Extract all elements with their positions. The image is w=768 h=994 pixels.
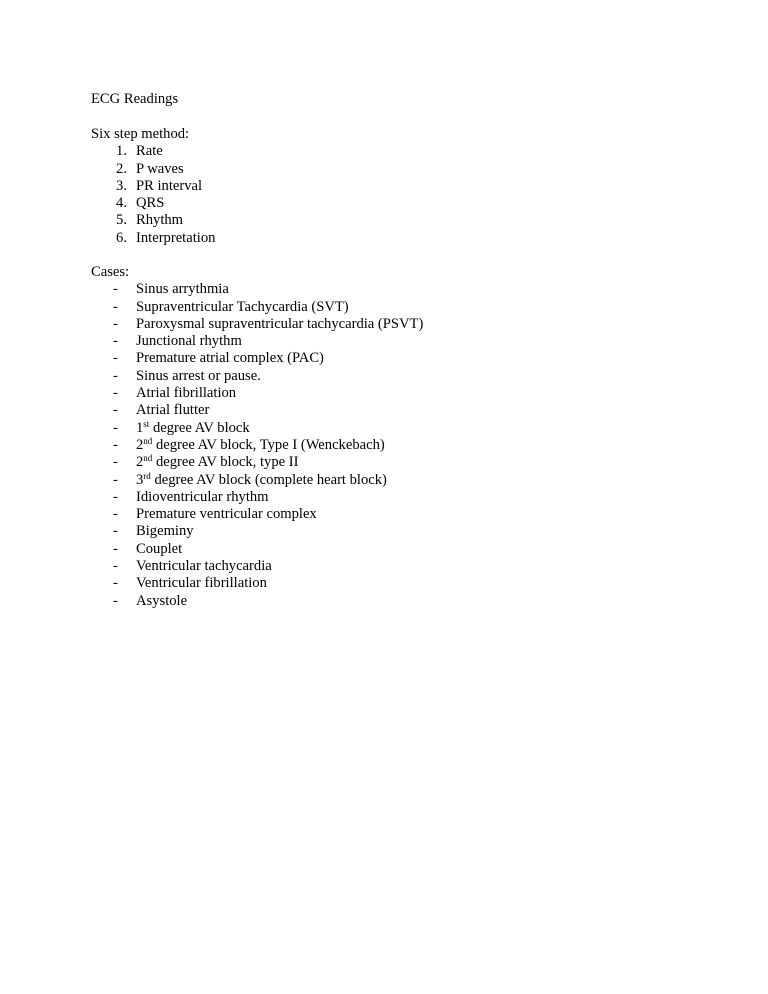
step-text: Rate [136, 143, 163, 160]
bullet-dash: - [113, 454, 118, 471]
step-number: 4. [116, 195, 127, 212]
ordinal-suffix: st [143, 418, 150, 429]
case-item [91, 281, 229, 298]
cases-heading: Cases: [91, 264, 130, 280]
case-text [136, 454, 298, 471]
bullet-dash: - [113, 506, 118, 523]
ordinal-suffix: rd [143, 470, 151, 481]
case-item [91, 540, 183, 558]
case-item [91, 298, 349, 316]
case-item [91, 470, 387, 489]
case-item [91, 418, 250, 437]
step-item [91, 212, 189, 229]
case-text-rest: degree AV block (complete heart block) [150, 471, 387, 488]
case-item [91, 488, 269, 506]
case-item [91, 367, 261, 385]
case-text: Ventricular tachycardia [136, 558, 272, 575]
bullet-dash: - [113, 281, 118, 298]
ordinal-number: 1 [136, 419, 144, 436]
case-text: Premature ventricular complex [136, 506, 317, 523]
six-step-section [91, 126, 216, 247]
bullet-dash: - [113, 575, 118, 592]
bullet-dash: - [113, 333, 118, 350]
step-item [91, 229, 216, 247]
case-item [91, 523, 194, 540]
case-text: Couplet [136, 540, 183, 557]
document-title: ECG Readings [91, 91, 179, 107]
step-text: PR interval [136, 177, 203, 194]
step-number: 3. [116, 177, 127, 194]
case-item [91, 558, 272, 575]
case-item [91, 350, 324, 367]
bullet-dash: - [113, 385, 118, 402]
case-item [91, 506, 317, 523]
case-text-rest: degree AV block [149, 419, 250, 436]
case-item [91, 402, 210, 419]
case-text: Junctional rhythm [136, 333, 242, 350]
case-text: Atrial flutter [136, 402, 210, 419]
ordinal-number: 2 [136, 454, 144, 471]
case-text [136, 472, 387, 489]
bullet-dash: - [113, 350, 118, 367]
step-item [91, 177, 203, 195]
bullet-dash: - [113, 315, 118, 332]
step-number: 5. [116, 212, 127, 229]
step-text: P waves [136, 160, 184, 177]
case-item [91, 592, 188, 610]
step-number: 1. [116, 143, 127, 160]
case-item [91, 575, 267, 592]
case-text: Sinus arrythmia [136, 281, 229, 298]
ordinal-number: 3 [136, 471, 144, 488]
steps-heading: Six step method: [91, 126, 190, 142]
case-text: Paroxysmal supraventricular tachycardia (PSVT) [136, 315, 424, 332]
steps-list [91, 143, 216, 247]
case-text [136, 437, 385, 454]
bullet-dash: - [113, 402, 118, 419]
case-text [136, 420, 250, 437]
case-text: Asystole [136, 592, 188, 609]
step-text: QRS [136, 195, 165, 212]
case-text: Atrial fibrillation [136, 385, 237, 402]
bullet-dash: - [113, 419, 118, 436]
cases-list [91, 281, 424, 610]
case-item [91, 385, 237, 402]
bullet-dash: - [113, 471, 118, 488]
bullet-dash: - [113, 558, 118, 575]
case-item [91, 333, 242, 350]
step-item [91, 195, 189, 212]
step-text: Interpretation [136, 229, 216, 246]
bullet-dash: - [113, 436, 118, 453]
step-item [91, 143, 189, 160]
case-text-rest: degree AV block, Type I (Wenckebach) [152, 436, 385, 453]
bullet-dash: - [113, 298, 118, 315]
step-text: Rhythm [136, 212, 184, 229]
bullet-dash: - [113, 488, 118, 505]
bullet-dash: - [113, 540, 118, 557]
case-text: Bigeminy [136, 523, 194, 540]
case-text: Idioventricular rhythm [136, 488, 269, 505]
cases-section [91, 264, 424, 610]
case-item [91, 435, 385, 454]
bullet-dash: - [113, 523, 118, 540]
case-item [91, 453, 299, 471]
case-text: Premature atrial complex (PAC) [136, 350, 324, 367]
case-text: Ventricular fibrillation [136, 575, 267, 592]
ordinal-suffix: nd [143, 453, 153, 464]
case-item [91, 315, 424, 333]
case-text: Sinus arrest or pause. [136, 367, 261, 384]
ordinal-suffix: nd [143, 435, 153, 446]
case-text: Supraventricular Tachycardia (SVT) [136, 298, 349, 315]
bullet-dash: - [113, 592, 118, 609]
step-item [91, 161, 189, 178]
ordinal-number: 2 [136, 436, 144, 453]
step-number: 6. [116, 229, 127, 246]
step-number: 2. [116, 160, 127, 177]
case-text-rest: degree AV block, type II [152, 454, 299, 471]
bullet-dash: - [113, 367, 118, 384]
